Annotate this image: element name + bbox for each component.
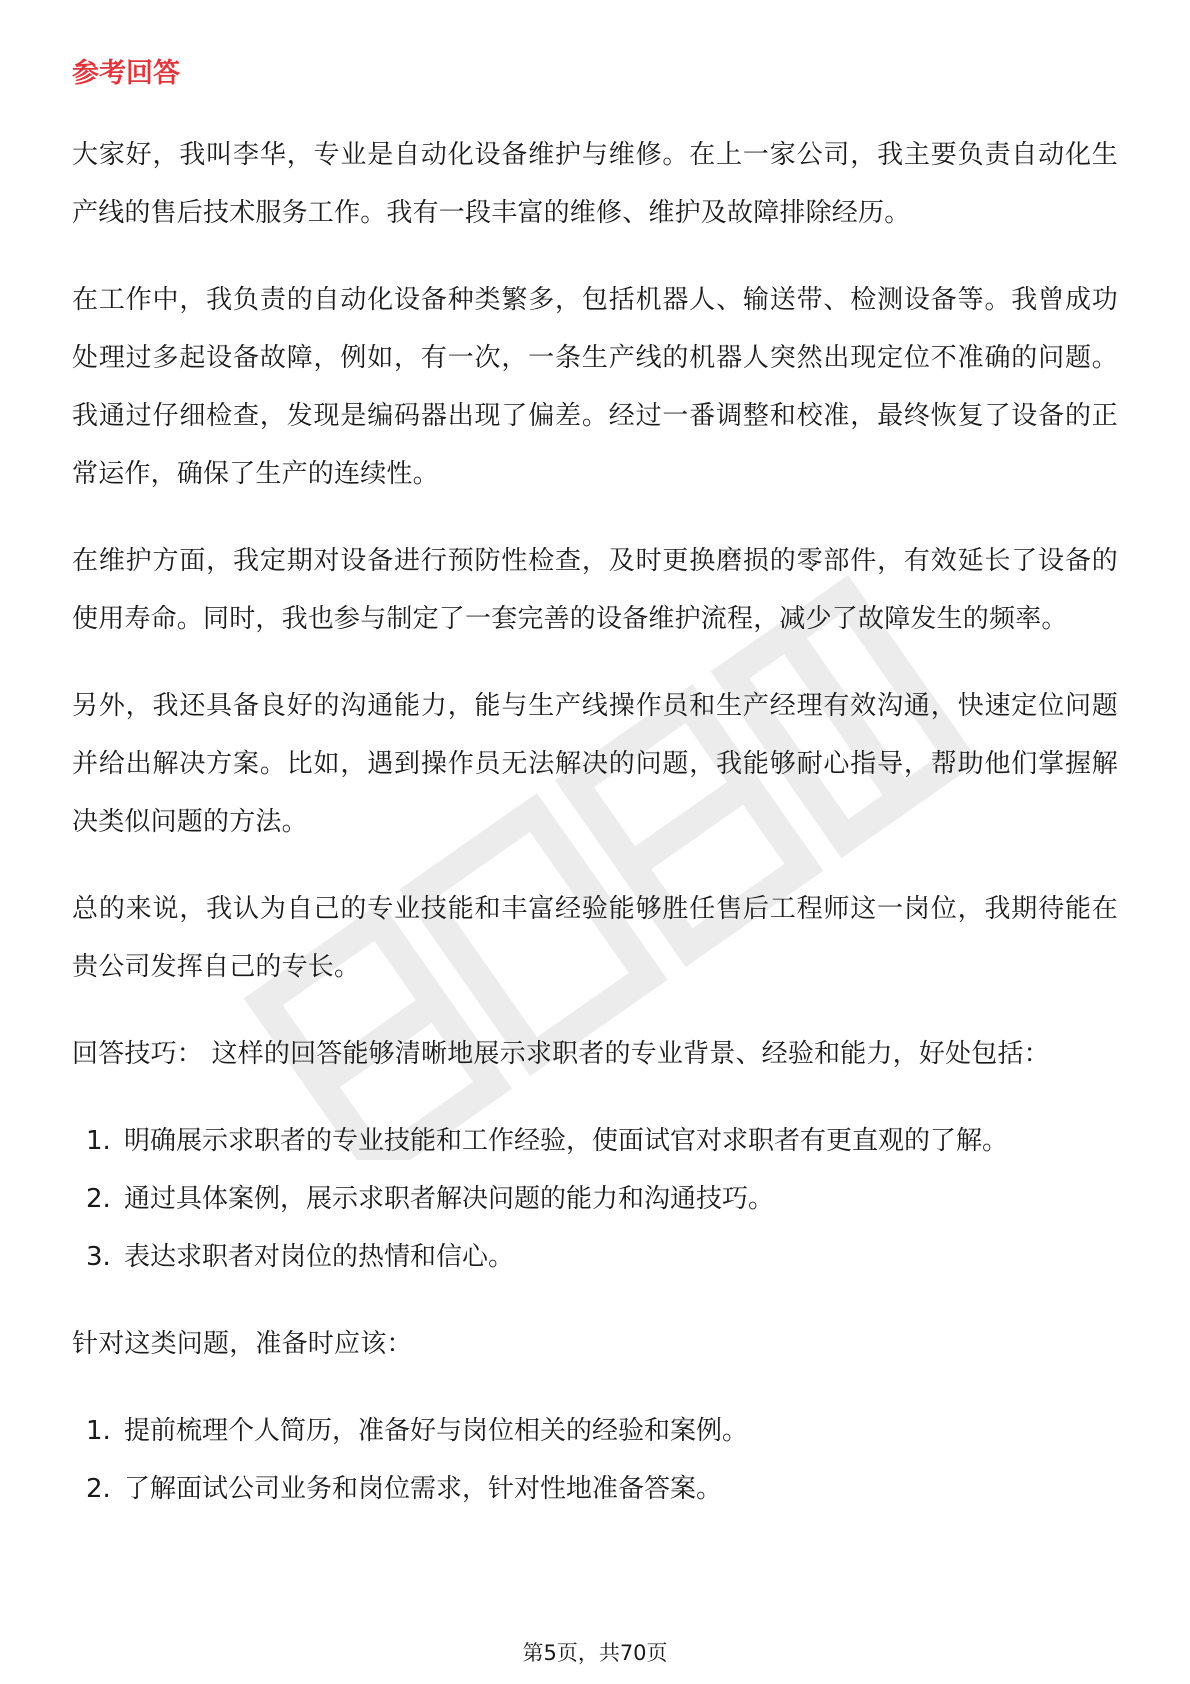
list-number: 2. (86, 1474, 111, 1504)
answer-paragraph-4: 另外，我还具备良好的沟通能力，能与生产线操作员和生产经理有效沟通，快速定位问题并给出解决方案。比如，遇到操作员无法解决的问题，我能够耐心指导，帮助他们掌握解决类似问题的方法。 (72, 691, 1118, 837)
list-number: 3. (86, 1242, 111, 1272)
list-item (72, 1460, 1118, 1518)
list-item (72, 1170, 1118, 1228)
tips-list (72, 1112, 1118, 1286)
section-title: 参考回答 (72, 58, 180, 89)
list-text: 表达求职者对岗位的热情和信心。 (124, 1242, 515, 1272)
list-item (72, 1228, 1118, 1286)
list-item (72, 1402, 1118, 1460)
list-text: 了解面试公司业务和岗位需求，针对性地准备答案。 (124, 1474, 723, 1504)
answer-paragraph-3: 在维护方面，我定期对设备进行预防性检查，及时更换磨损的零部件，有效延长了设备的使用寿命。同时，我也参与制定了一套完善的设备维护流程，减少了故障发生的频率。 (72, 546, 1118, 634)
list-item (72, 1112, 1118, 1170)
list-text: 明确展示求职者的专业技能和工作经验，使面试官对求职者有更直观的了解。 (124, 1126, 1009, 1156)
page-number-footer: 第5页，共70页 (522, 1641, 668, 1665)
answer-paragraph-2: 在工作中，我负责的自动化设备种类繁多，包括机器人、输送带、检测设备等。我曾成功处理过多起设备故障，例如，有一次，一条生产线的机器人突然出现定位不准确的问题。我通过仔细检查，发现是编码器出现了偏差。经过一番调整和校准，最终恢复了设备的正常运作，确保了生产的连续性。 (72, 285, 1118, 489)
list-number: 2. (86, 1184, 111, 1214)
list-number: 1. (86, 1416, 111, 1446)
tips-intro: 回答技巧： 这样的回答能够清晰地展示求职者的专业背景、经验和能力，好处包括： (72, 1039, 1050, 1069)
answer-paragraph-5: 总的来说，我认为自己的专业技能和丰富经验能够胜任售后工程师这一岗位，我期待能在贵公司发挥自己的专长。 (72, 894, 1118, 982)
list-text: 通过具体案例，展示求职者解决问题的能力和沟通技巧。 (124, 1184, 775, 1214)
list-number: 1. (86, 1126, 111, 1156)
list-text: 提前梳理个人简历，准备好与岗位相关的经验和案例。 (124, 1416, 749, 1446)
prep-intro: 针对这类问题，准备时应该： (72, 1329, 413, 1359)
answer-paragraph-1: 大家好，我叫李华，专业是自动化设备维护与维修。在上一家公司，我主要负责自动化生产线的售后技术服务工作。我有一段丰富的维修、维护及故障排除经历。 (72, 140, 1118, 228)
document-page (72, 40, 1118, 1547)
prep-list (72, 1402, 1118, 1518)
